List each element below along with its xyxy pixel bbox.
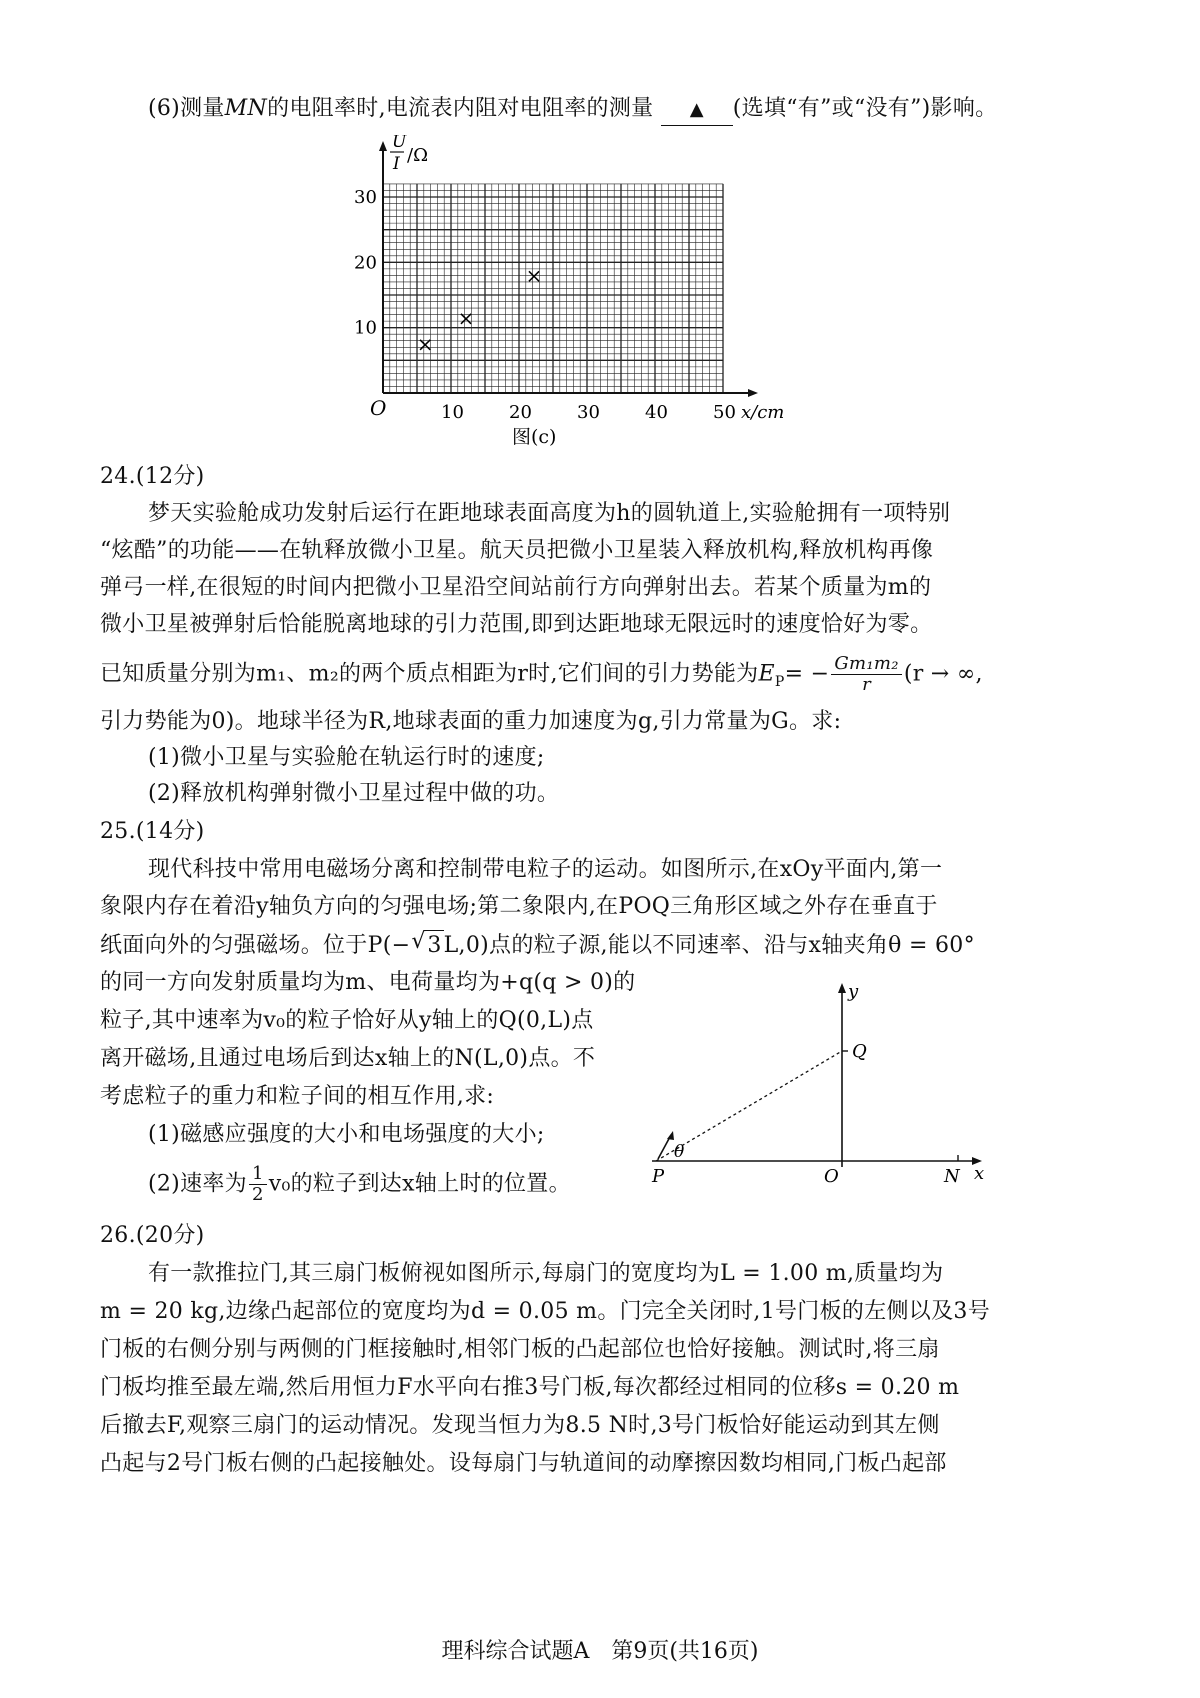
y-label-num: U (392, 135, 407, 152)
q25-figure (640, 975, 1020, 1195)
x-tick-label: 30 (577, 402, 600, 423)
x-tick-label: 50 (713, 402, 736, 423)
y-label-den: I (393, 154, 400, 174)
q24-header: 24.(12分) (100, 464, 205, 489)
y-tick-label: 30 (354, 187, 377, 208)
graph-caption: 图(c) (512, 426, 557, 448)
q26-line-2: m = 20 kg,边缘凸起部位的宽度均为d = 0.05 m。门完全关闭时,1号门板的左侧以及3号 (100, 1299, 991, 1324)
q24-line-2: “炫酷”的功能——在轨释放微小卫星。航天员把微小卫星装入释放机构,释放机构再像 (100, 538, 934, 563)
x-tick-label: 10 (441, 402, 464, 423)
data-point-marker: × (457, 305, 475, 330)
q24-sub-1: (1)微小卫星与实验舱在轨运行时的速度; (148, 745, 545, 770)
q25-sub-1: (1)磁感应强度的大小和电场强度的大小; (148, 1122, 545, 1147)
potential-energy-fraction: $\frac{\text{Gm₁m₂}}{r}$ (831, 654, 901, 695)
q24-line-1: 梦天实验舱成功发射后运行在距地球表面高度为h的圆轨道上,实验舱拥有一项特别 (148, 501, 951, 526)
q25-line-4: 的同一方向发射质量均为m、电荷量均为+q(q > 0)的 (100, 970, 636, 995)
y-ticks (354, 187, 377, 339)
mn-label: MN (224, 96, 268, 121)
data-point-marker: × (416, 332, 434, 356)
sqrt-3: √ 3 (425, 930, 443, 961)
q24-line-3: 弹弓一样,在很短的时间内把微小卫星沿空间站前行方向弹射出去。若某个质量为m的 (100, 575, 932, 600)
x-ticks (441, 402, 736, 423)
q26-line-3: 门板的右侧分别与两侧的门框接触时,相邻门板的凸起部位也恰好接触。测试时,将三扇 (100, 1337, 940, 1362)
graph-grid (383, 184, 723, 393)
y-label-unit: /Ω (407, 145, 428, 166)
data-points (417, 263, 543, 356)
q25-line-7: 考虑粒子的重力和粒子间的相互作用,求: (100, 1084, 495, 1109)
fig-velocity-arrowhead (667, 1131, 674, 1140)
q25-line-5: 粒子,其中速率为v₀的粒子恰好从y轴上的Q(0,L)点 (100, 1008, 594, 1033)
q26-line-5: 后撤去F,观察三扇门的运动情况。发现当恒力为8.5 N时,3号门板恰好能运动到其左侧 (100, 1413, 940, 1438)
x-tick-label: 20 (509, 402, 532, 423)
q23-part6: (6)测量MN的电阻率时,电流表内阻对电阻率的测量 ▲ (选填“有”或“没有”)影响。 (148, 94, 997, 126)
origin-label: O (370, 396, 387, 420)
q25-sub-2: (2)速率为 $\frac{1}{2}$ v₀的粒子到达x轴上时的位置。 (148, 1163, 571, 1205)
graph-c (0, 135, 1200, 475)
fig-n-label: N (944, 1166, 960, 1187)
q26-line-1: 有一款推拉门,其三扇门板俯视如图所示,每扇门的宽度均为L = 1.00 m,质量均为 (148, 1261, 944, 1286)
page-footer: 理科综合试题A 第9页(共16页) (441, 1639, 759, 1664)
q26-header: 26.(20分) (100, 1223, 205, 1248)
q24-line-4: 微小卫星被弹射后恰能脱离地球的引力范围,即到达距地球无限远时的速度恰好为零。 (100, 612, 933, 637)
x-tick-label: 40 (645, 402, 668, 423)
q24-formula-line: 已知质量分别为m₁、m₂的两个质点相距为r时,它们间的引力势能为$E_P=$ − $\frac{\text{Gm₁m₂}}{r}$ (r → ∞, (100, 653, 983, 695)
fig-q-label: Q (852, 1041, 867, 1062)
q25-line-2: 象限内存在着沿y轴负方向的匀强电场;第二象限内,在POQ三角形区域之外存在垂直于 (100, 894, 938, 919)
answer-blank: ▲ (661, 94, 733, 126)
x-unit-label: x/cm (741, 402, 785, 423)
fig-theta-label: θ (674, 1142, 685, 1162)
y-tick-label: 20 (354, 252, 377, 274)
q25-line-1: 现代科技中常用电磁场分离和控制带电粒子的运动。如图所示,在xOy平面内,第一 (148, 857, 943, 882)
q26-line-6: 凸起与2号门板右侧的凸起接触处。设每扇门与轨道间的动摩擦因数均相同,门板凸起部 (100, 1451, 947, 1476)
q26-line-4: 门板均推至最左端,然后用恒力F水平向右推3号门板,每次都经过相同的位移s = 0.20 m (100, 1375, 960, 1400)
fig-x-label: x (974, 1163, 985, 1184)
fig-y-arrow (838, 983, 846, 993)
q24-line-6: 引力势能为0)。地球半径为R,地球表面的重力加速度为g,引力常量为G。求: (100, 709, 842, 734)
data-point-marker: × (525, 263, 543, 288)
x-axis-arrow (748, 389, 758, 397)
fig-p-label: P (652, 1166, 665, 1187)
q25-line-6: 离开磁场,且通过电场后到达x轴上的N(L,0)点。不 (100, 1046, 596, 1071)
q25-header: 25.(14分) (100, 819, 205, 844)
half-fraction: $\frac{1}{2}$ (249, 1164, 267, 1205)
q25-line-3: 纸面向外的匀强磁场。位于P(−√ 3L,0)点的粒子源,能以不同速率、沿与x轴夹角θ = 60° (100, 930, 975, 961)
fig-y-label: y (848, 981, 859, 1002)
q24-sub-2: (2)释放机构弹射微小卫星过程中做的功。 (148, 781, 560, 806)
y-tick-label: 10 (354, 317, 377, 339)
fig-o-label: O (824, 1166, 839, 1187)
y-axis-arrow (379, 141, 387, 151)
